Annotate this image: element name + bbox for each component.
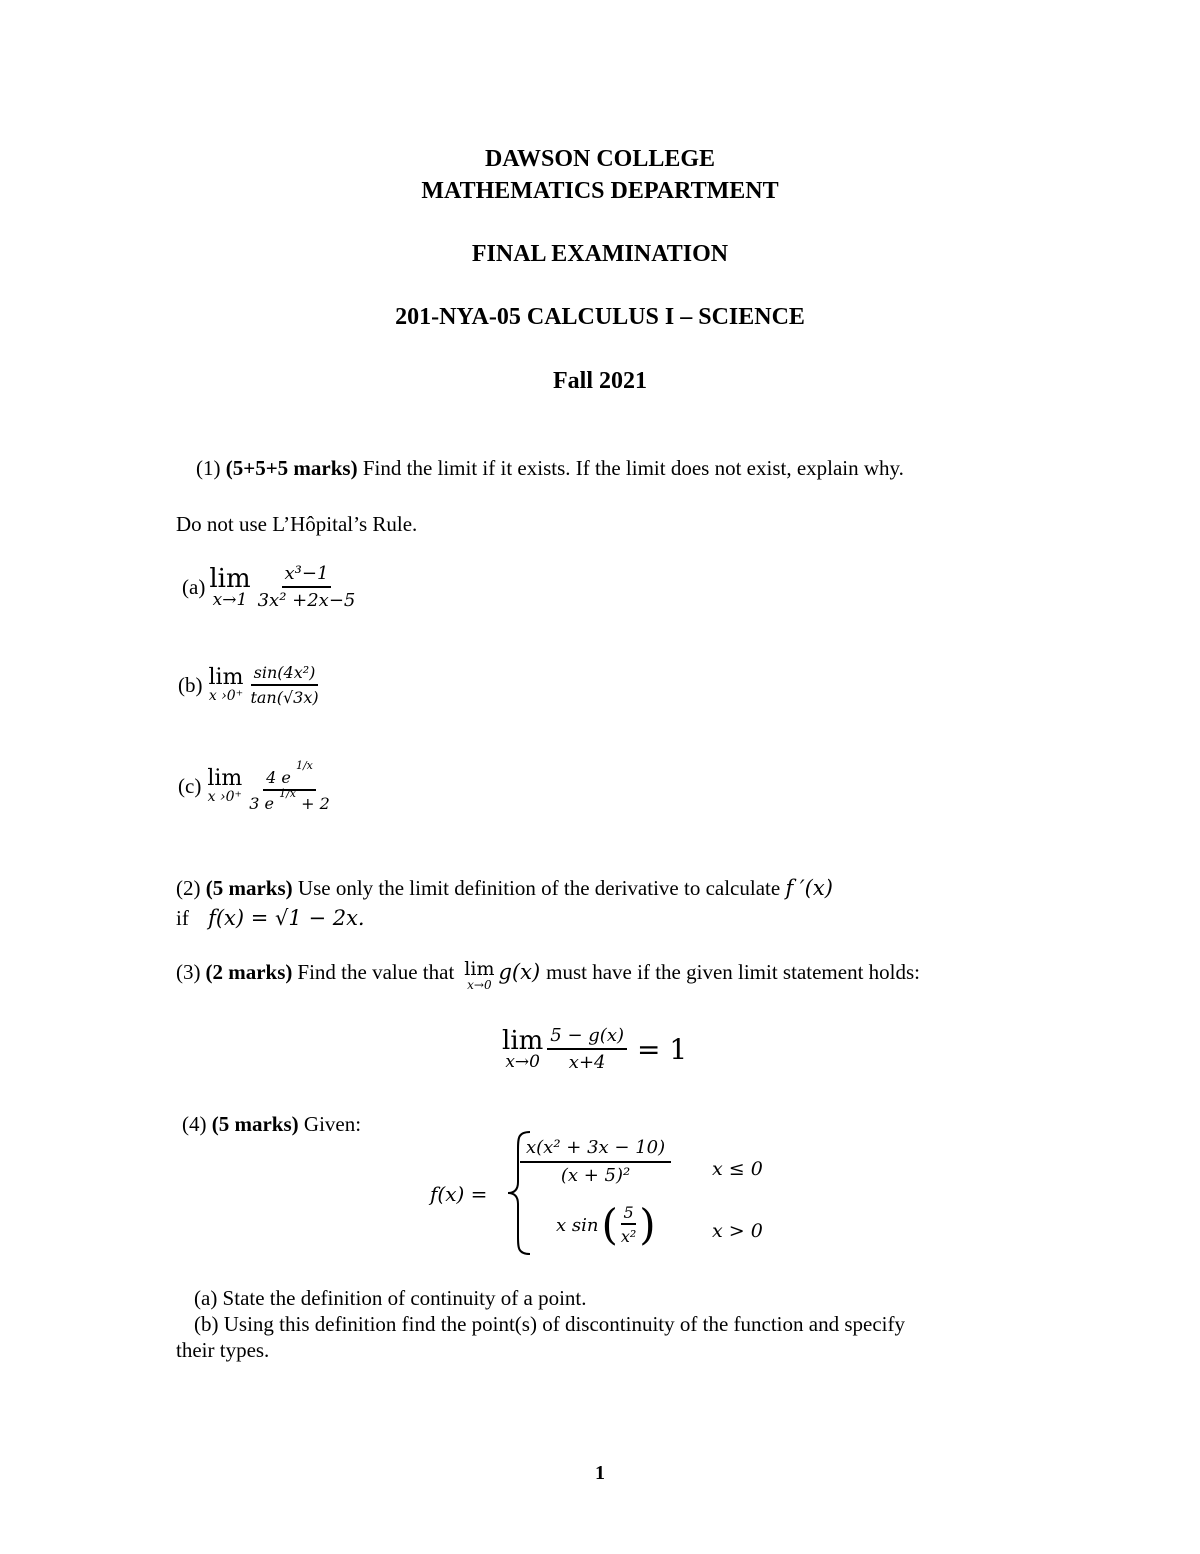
q3-number: (3): [176, 960, 201, 984]
q1-number: (1): [196, 456, 221, 480]
q1a-denominator: 3x² +2x−5: [257, 589, 356, 611]
q4-case2-condition: x > 0: [712, 1220, 763, 1242]
course-title: 201-NYA-05 CALCULUS I – SCIENCE: [395, 304, 805, 330]
q1b-fraction: [247, 664, 321, 706]
q3-eq-limit: [502, 1025, 544, 1072]
q1a-label: (a): [182, 574, 206, 599]
q4-case2-numerator: 5: [621, 1204, 635, 1225]
q4-case1: [520, 1138, 671, 1186]
page-number: 1: [595, 1462, 605, 1484]
college-name: DAWSON COLLEGE: [484, 146, 716, 172]
q2-if: if: [176, 906, 189, 930]
q3-eq-rhs: = 1: [637, 1032, 688, 1066]
q2-fprime: f ′(x): [785, 876, 833, 900]
q3-eq-numerator: 5 − g(x): [547, 1026, 627, 1050]
left-paren-icon: (: [601, 1200, 618, 1249]
q3-inline-limit: [464, 960, 494, 991]
q1c-den-tail: + 2: [301, 793, 330, 813]
q1c-lim-sub: x ›0⁺: [207, 789, 242, 806]
q1c-limit: [207, 768, 242, 804]
q1c-den-exponent: 1/x: [279, 786, 296, 800]
q4-part-a: (a) State the definition of continuity of a point.: [194, 1286, 587, 1310]
q4-marks: (5 marks): [211, 1112, 299, 1136]
q1a-numerator: x³−1: [282, 564, 332, 588]
q4-case1-fraction: [520, 1138, 671, 1186]
q4-f-lhs: [430, 1182, 487, 1207]
department-name: MATHEMATICS DEPARTMENT: [421, 178, 779, 204]
q3-text-b: must have if the given limit statement holds:: [546, 960, 920, 984]
q3-eq-lim-word: lim: [502, 1025, 544, 1056]
q1c-fraction: [246, 760, 333, 812]
q1c-num-base: 4 e: [266, 768, 291, 787]
q1c-lim-word: lim: [207, 766, 243, 792]
right-paren-icon: ): [639, 1200, 656, 1249]
q1b-lim-word: lim: [208, 665, 244, 691]
q4-text: Given:: [303, 1112, 362, 1136]
q1c: [178, 760, 333, 812]
q2-number: (2): [176, 876, 201, 900]
q3-eq-lim-sub: x→0: [505, 1051, 540, 1072]
q4-instruction: [182, 1112, 361, 1137]
q1-note: Do not use L’Hôpital’s Rule.: [176, 512, 418, 536]
q3-eq-denominator: x+4: [568, 1051, 606, 1073]
q3-instruction: [176, 960, 920, 991]
q4-case1-denominator: (x + 5)²: [560, 1164, 631, 1186]
q3-equation: [502, 1026, 687, 1073]
q1c-denominator: [246, 786, 333, 813]
q1c-label: (c): [178, 773, 202, 798]
q1c-den-base: 3 e: [249, 793, 274, 813]
q1a-fraction: [255, 564, 359, 611]
q3-lim-sub: x→0: [467, 978, 492, 992]
q1a-lim-sub: x→1: [212, 589, 248, 610]
q1b: [178, 664, 322, 706]
q1b-numerator: sin(4x²): [251, 664, 319, 686]
q1b-label: (b): [178, 672, 203, 697]
exam-title: FINAL EXAMINATION: [471, 241, 729, 267]
q3-lim-word: lim: [464, 958, 495, 980]
q1c-num-exponent: 1/x: [295, 759, 313, 772]
q2-text: Use only the limit definition of the derivative to calculate: [297, 876, 781, 900]
term: Fall 2021: [553, 368, 647, 394]
q1-instruction: [196, 456, 904, 481]
q1-text: Find the limit if it exists. If the limit does not exist, explain why.: [362, 456, 904, 480]
q1b-denominator: tan(√3x): [250, 687, 319, 707]
q3-text-a: Find the value that: [297, 960, 455, 984]
q4-number: (4): [182, 1112, 207, 1136]
q2-function: [176, 906, 365, 931]
q1b-lim-sub: x ›0⁺: [208, 688, 244, 705]
q4-case2: [556, 1200, 656, 1249]
q2-fx: f(x) = √1 − 2x.: [208, 906, 365, 930]
q1a: [182, 564, 358, 611]
q3-gx: g(x): [498, 960, 541, 984]
q4-case1-numerator: x(x² + 3x − 10): [520, 1138, 671, 1163]
q1a-lim-word: lim: [209, 563, 251, 594]
q2-instruction: [176, 876, 833, 901]
q4-part-b-line2: their types.: [176, 1338, 270, 1362]
q4-case2-denominator: x²: [620, 1227, 637, 1246]
q4-case2-sin: x sin: [556, 1214, 599, 1236]
q3-marks: (2 marks): [205, 960, 293, 984]
q4-f-lhs-text: f(x) =: [430, 1182, 488, 1206]
q4-case1-condition: x ≤ 0: [712, 1158, 763, 1180]
q1-marks: (5+5+5 marks): [225, 456, 358, 480]
q3-eq-fraction: [547, 1026, 627, 1073]
q4-case2-fraction: [618, 1204, 639, 1245]
q1b-limit: [209, 667, 244, 703]
q2-marks: (5 marks): [205, 876, 293, 900]
q1a-limit: [209, 563, 251, 610]
q4-part-b-line1: (b) Using this definition find the point(s) of discontinuity of the function and specify: [194, 1312, 905, 1336]
